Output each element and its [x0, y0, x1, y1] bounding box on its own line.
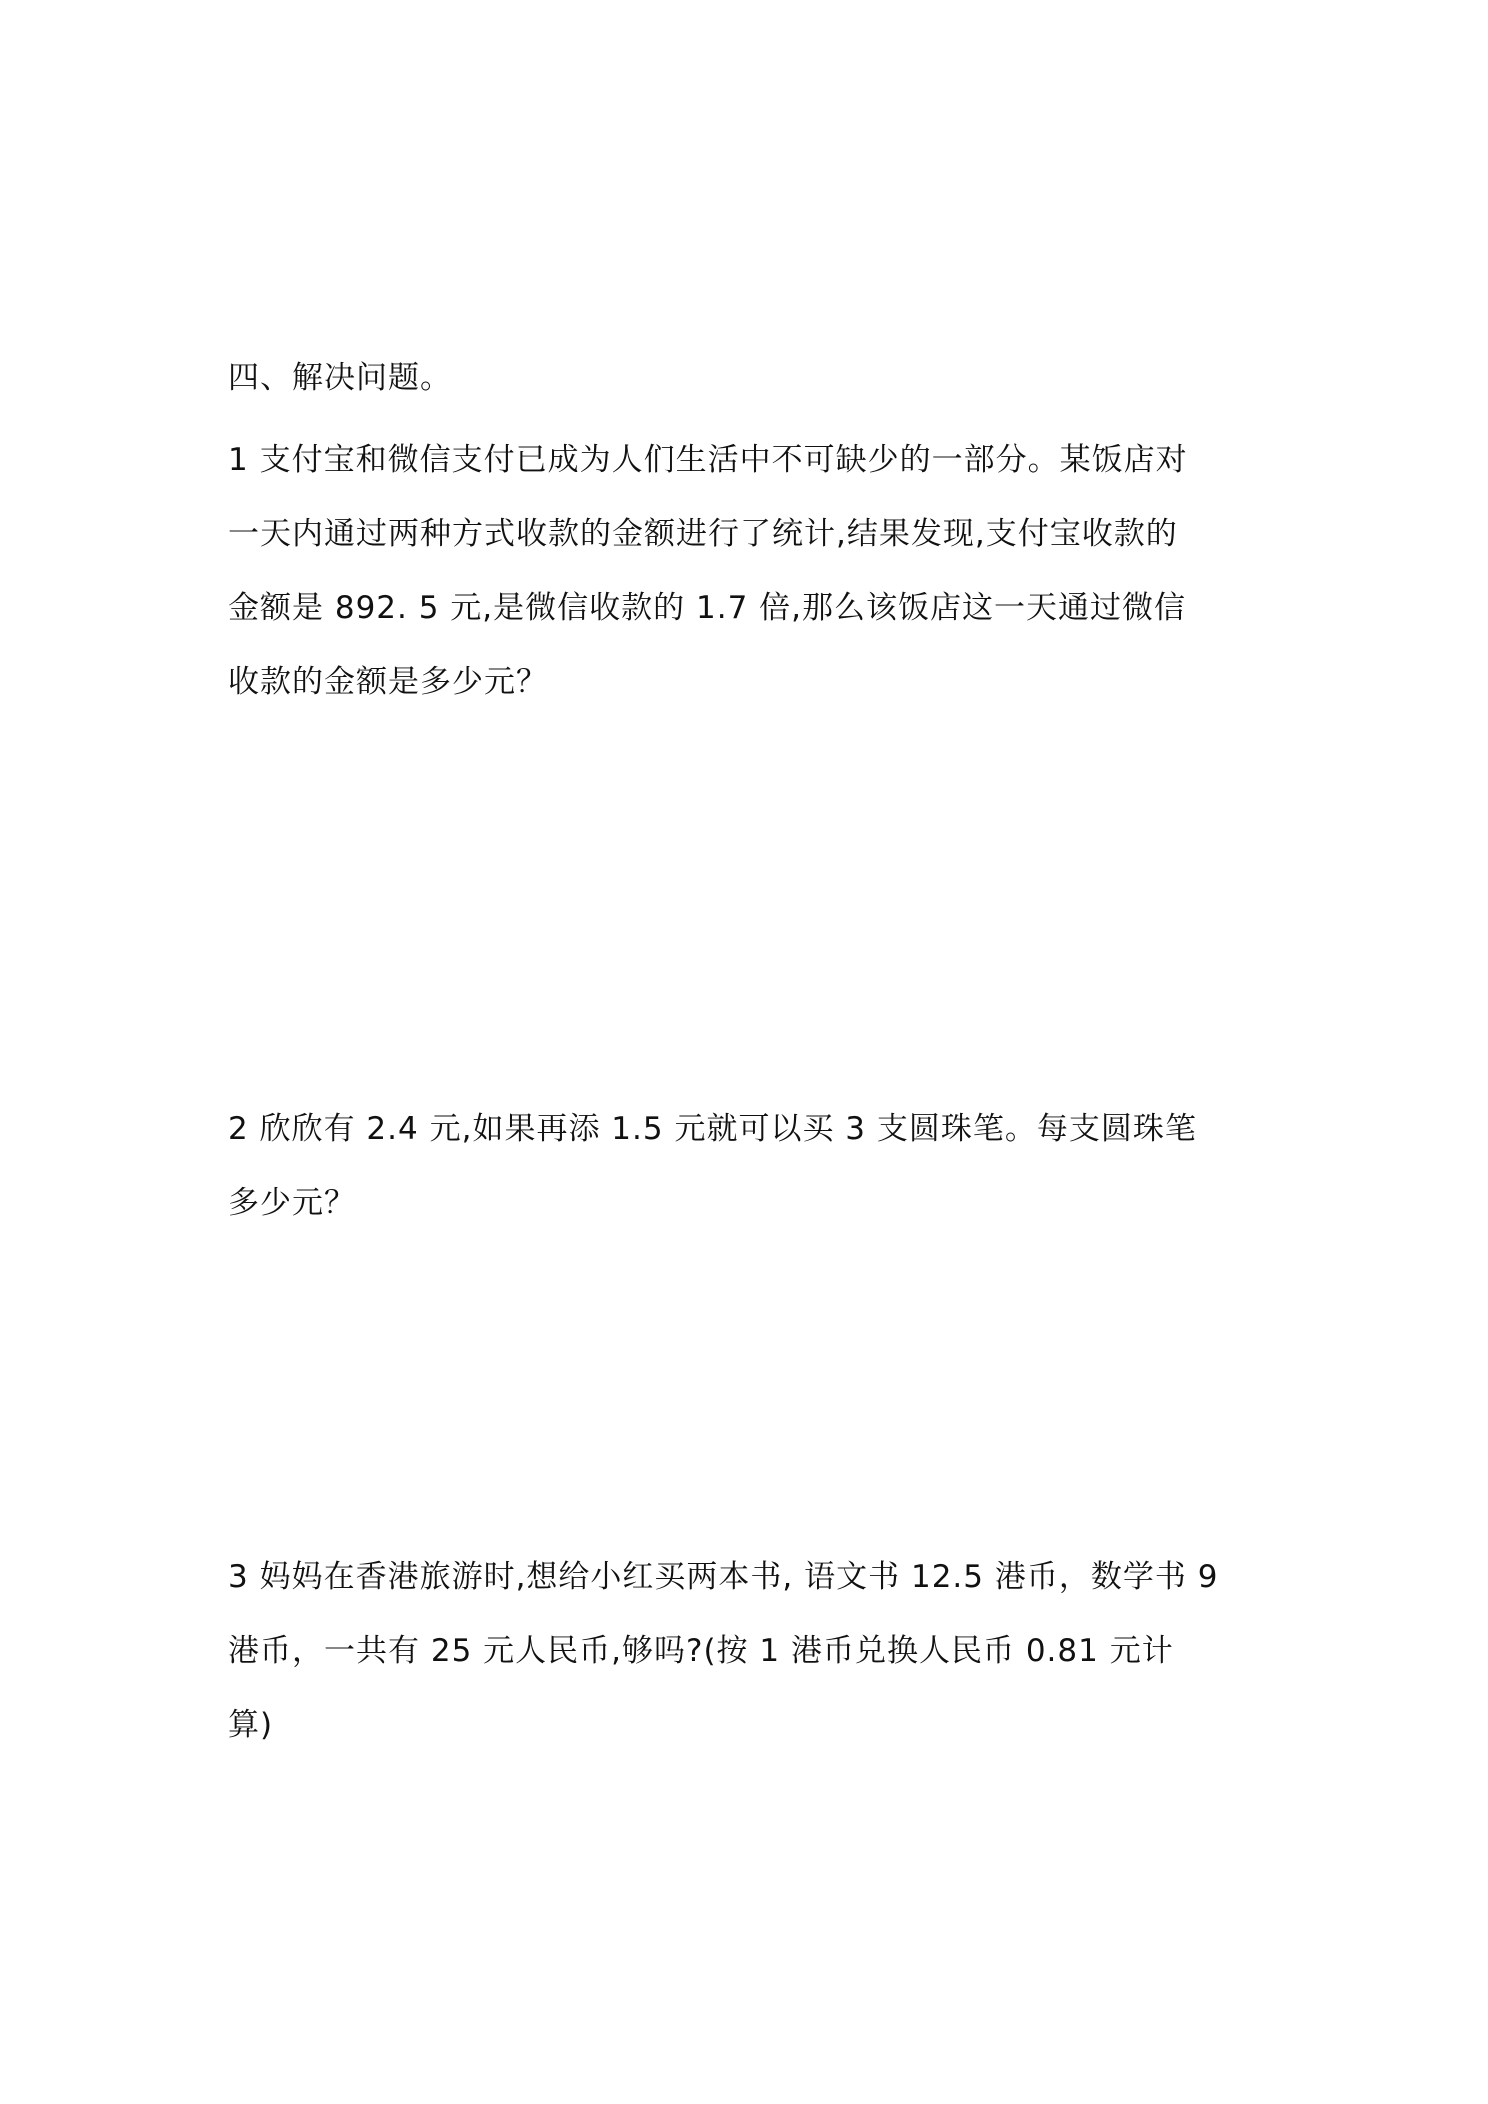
problem-3-line-3: 算): [228, 1707, 274, 1743]
problem-3-line-2: 港币，一共有 25 元人民币,够吗?(按 1 港币兑换人民币 0.81 元计: [228, 1633, 1174, 1669]
problem-1: [228, 423, 1278, 719]
problem-1-line-4: 收款的金额是多少元？: [228, 664, 548, 700]
problem-2-line-2: 多少元？: [228, 1185, 356, 1221]
problem-3-line-1: 3 妈妈在香港旅游时,想给小红买两本书, 语文书 12.5 港币，数学书 9: [228, 1559, 1219, 1595]
problem-2: [228, 1092, 1278, 1240]
problem-1-line-1: 1 支付宝和微信支付已成为人们生活中不可缺少的一部分。某饭店对: [228, 442, 1188, 478]
problem-1-line-2: 一天内通过两种方式收款的金额进行了统计,结果发现,支付宝收款的: [228, 516, 1178, 552]
problem-2-line-1: 2 欣欣有 2.4 元,如果再添 1.5 元就可以买 3 支圆珠笔。每支圆珠笔: [228, 1111, 1197, 1147]
problem-3: [228, 1540, 1278, 1762]
problem-1-line-3: 金额是 892. 5 元,是微信收款的 1.7 倍,那么该饭店这一天通过微信: [228, 590, 1187, 626]
section-heading: 四、解决问题。: [228, 360, 452, 396]
